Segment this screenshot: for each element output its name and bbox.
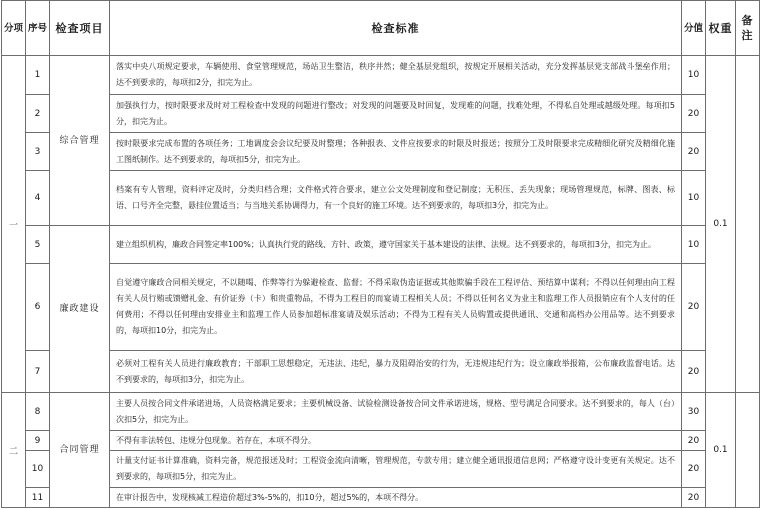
section-weight: 0.1 (706, 393, 736, 508)
row-number: 3 (26, 133, 50, 171)
table-row (2, 351, 760, 393)
header-score: 分值 (682, 1, 706, 56)
row-standard: 在审计报告中，发现核减工程造价超过3%-5%的，扣10分，超过5%的，本项不得分。 (110, 488, 682, 508)
header-weight: 权重 (706, 1, 736, 56)
row-standard: 主要人员按合同文件承诺进场，人员资格满足要求；主要机械设备、试验检测设备按合同文件承诺进场，规格、型号满足合同要求。达不到要求的，每人（台）次扣5分，扣完为止。 (110, 393, 682, 431)
row-score: 30 (682, 393, 706, 431)
section-label: 一 (2, 56, 26, 393)
category-label: 廉政建设 (50, 226, 110, 393)
table-row (2, 451, 760, 488)
section-remark (736, 393, 760, 508)
row-score: 10 (682, 171, 706, 226)
row-standard: 按时限要求完成布置的各项任务；工地调度会会议纪要及时整理；各种报表、文件应按要求的时限及时报送；按照分工及时限要求完成精细化研究及精细化施工图纸制作。达不到要求的，每项扣5分，扣完为止。 (110, 133, 682, 171)
table-row (2, 488, 760, 508)
header-no: 序号 (26, 1, 50, 56)
table-row (2, 431, 760, 451)
row-score: 20 (682, 451, 706, 488)
row-number: 10 (26, 451, 50, 488)
section-weight: 0.1 (706, 56, 736, 393)
row-number: 6 (26, 264, 50, 351)
row-standard: 计量支付证书计算准确，资料完备，规范报送及时；工程资金流向清晰，管理规范，专款专用；建立健全通讯报道信息网；严格遵守设计变更有关规定。达不到要求的，每项扣5分，扣完为止。 (110, 451, 682, 488)
inspection-standard-table (1, 0, 760, 508)
row-score: 20 (682, 488, 706, 508)
table-row (2, 226, 760, 264)
row-number: 1 (26, 56, 50, 95)
table-header-row (2, 1, 760, 56)
row-standard: 建立组织机构，廉政合同签定率100%；认真执行党的路线、方针、政策，遵守国家关于基本建设的法律、法规。达不到要求的，每项扣3分，扣完为止。 (110, 226, 682, 264)
table-row (2, 56, 760, 95)
header-remark: 备注 (736, 1, 760, 56)
row-score: 10 (682, 56, 706, 95)
table-row (2, 133, 760, 171)
header-section: 分项 (2, 1, 26, 56)
header-standard: 检查标准 (110, 1, 682, 56)
row-number: 4 (26, 171, 50, 226)
row-standard: 必须对工程有关人员进行廉政教育；干部职工思想稳定，无违法、违纪，暴力及阻碍治安的行为，无违规违纪行为；设立廉政举报箱，公布廉政监督电话。达不到要求的，每项扣3分，扣完为止。 (110, 351, 682, 393)
row-number: 8 (26, 393, 50, 431)
row-standard: 档案有专人管理，资料评定及时，分类归档合理；文件格式符合要求，建立公文处理制度和登记制度；无积压、丢失现象；现场管理规范，标牌、图表、标语、口号齐全完整，悬挂位置适当；与当地关系协调得力，有一个良好的施工环境。达不到要求的，每项扣3分，扣完为止。 (110, 171, 682, 226)
category-label: 综合管理 (50, 56, 110, 226)
row-score: 10 (682, 226, 706, 264)
category-label: 合同管理 (50, 393, 110, 508)
table-row (2, 393, 760, 431)
row-number: 9 (26, 431, 50, 451)
section-label: 二 (2, 393, 26, 508)
row-standard: 加强执行力，按时限要求及时对工程检查中发现的问题进行整改；对发现的问题要及时回复，发现难的问题，找难处理，不得私自处理或越级处理。每项扣5分，扣完为止。 (110, 95, 682, 133)
row-standard: 自觉遵守廉政合同相关规定，不以随喝、作弊等行为躲避检查、监督；不得采取伪造证据或其他欺骗手段在工程评估、预结算中谋利；不得以任何理由向工程有关人员行贿或馈赠礼金、有价证券（卡）和贵重物品，不得为工程目的而宴请工程相关人员；不得以任何名义为业主和监理工作人员报销应有个人支付的任何费用；不得以任何理由安排业主和监理工作人员参加超标准宴请及娱乐活动；不得为工程有关人员购置或提供通讯、交通和高档办公用品等。达不到要求的，每项扣10分，扣完为止。 (110, 264, 682, 351)
table-row (2, 95, 760, 133)
row-score: 20 (682, 133, 706, 171)
row-standard: 落实中央八项规定要求，车辆使用、食堂管理规范，场站卫生整洁，秩序井然；健全基层党组织，按规定开展相关活动，充分发挥基层党支部战斗堡垒作用；达不到要求的，每项扣2分，扣完为止。 (110, 56, 682, 95)
row-score: 20 (682, 431, 706, 451)
header-item: 检查项目 (50, 1, 110, 56)
row-score: 20 (682, 351, 706, 393)
row-standard: 不得有非法转包、违规分包现象。若存在，本项不得分。 (110, 431, 682, 451)
section-remark (736, 56, 760, 393)
row-score: 20 (682, 264, 706, 351)
table-row (2, 171, 760, 226)
row-number: 7 (26, 351, 50, 393)
row-number: 5 (26, 226, 50, 264)
row-number: 11 (26, 488, 50, 508)
table-row (2, 264, 760, 351)
row-score: 20 (682, 95, 706, 133)
row-number: 2 (26, 95, 50, 133)
